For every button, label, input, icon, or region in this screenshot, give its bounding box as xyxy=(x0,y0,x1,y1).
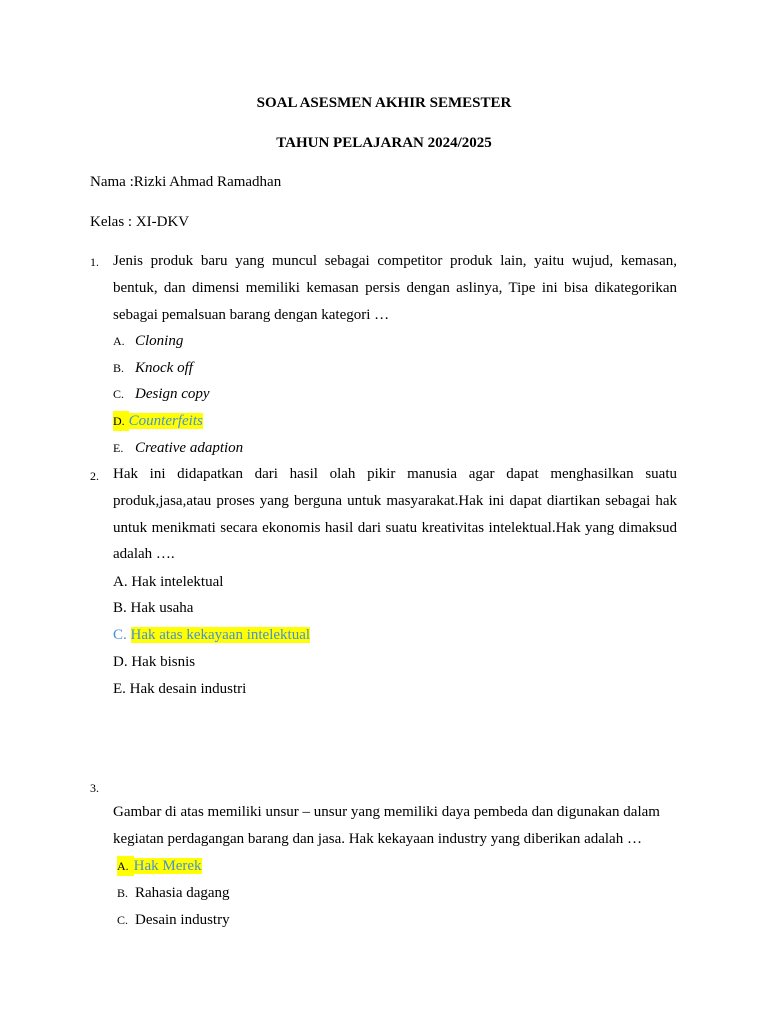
option-item xyxy=(113,438,243,458)
question-number: 2. xyxy=(90,469,99,483)
option-text: Hak bisnis xyxy=(131,654,196,670)
option-item xyxy=(113,358,193,378)
option-item xyxy=(113,331,183,351)
option-item xyxy=(117,883,230,903)
option-text: Desain industry xyxy=(135,912,230,928)
question-text: Jenis produk baru yang muncul sebagai competitor produk lain, yaitu wujud, kemasan, bentuk, dan dimensi memiliki kemasan persis dengan aslinya, Tipe ini bisa dikategorikan sebagai pemalsuan barang dengan kategori … xyxy=(113,253,677,323)
option-letter: A. xyxy=(113,334,125,348)
option-text: Rahasia dagang xyxy=(135,885,230,901)
option-item xyxy=(113,572,223,592)
student-class: Kelas : XI-DKV xyxy=(90,214,190,230)
option-text: Hak intelektual xyxy=(131,574,224,590)
document-title: SOAL ASESMEN AKHIR SEMESTER xyxy=(256,95,512,111)
option-letter: C. xyxy=(113,627,127,643)
option-text: Hak usaha xyxy=(130,600,194,616)
question-number: 3. xyxy=(90,781,99,795)
option-item xyxy=(113,598,193,618)
document-subtitle: TAHUN PELAJARAN 2024/2025 xyxy=(276,135,492,151)
option-letter: D. xyxy=(113,411,129,431)
option-item-answer xyxy=(113,625,310,645)
option-item-answer xyxy=(117,856,202,876)
option-letter: C. xyxy=(113,387,125,401)
option-letter: B. xyxy=(117,886,129,900)
option-letter: A. xyxy=(113,574,128,590)
option-text: Design copy xyxy=(135,386,210,402)
option-text: Cloning xyxy=(135,333,184,349)
option-letter: E. xyxy=(113,681,126,697)
student-name: Nama :Rizki Ahmad Ramadhan xyxy=(90,174,282,190)
option-text: Knock off xyxy=(135,360,193,376)
option-item xyxy=(113,679,246,699)
option-item-answer xyxy=(113,411,203,431)
question-number: 1. xyxy=(90,255,99,269)
option-text: Hak desain industri xyxy=(129,681,247,697)
option-text: Hak atas kekayaan intelektual xyxy=(130,627,311,643)
option-item xyxy=(113,652,195,672)
option-text: Counterfeits xyxy=(128,413,203,429)
option-text: Hak Merek xyxy=(133,858,202,874)
option-letter: D. xyxy=(113,654,128,670)
option-item xyxy=(113,384,210,404)
option-letter: C. xyxy=(117,913,129,927)
option-letter: E. xyxy=(113,441,124,455)
question-text: Gambar di atas memiliki unsur – unsur yang memiliki daya pembeda dan digunakan dalam kegiatan perdagangan barang dan jasa. Hak kekayaan industry yang diberikan adalah … xyxy=(113,804,660,847)
question-text: Hak ini didapatkan dari hasil olah pikir manusia agar dapat menghasilkan suatu produk,jasa,atau proses yang berguna untuk masyarakat.Hak ini dapat diartikan sebagai hak untuk menikmati secara ekonomis hasil dari suatu kreativitas intelektual.Hak yang dimaksud adalah …. xyxy=(113,466,677,563)
option-item xyxy=(117,910,230,930)
option-text: Creative adaption xyxy=(135,440,244,456)
option-letter: B. xyxy=(113,361,125,375)
option-letter: A. xyxy=(117,856,134,876)
option-letter: B. xyxy=(113,600,127,616)
